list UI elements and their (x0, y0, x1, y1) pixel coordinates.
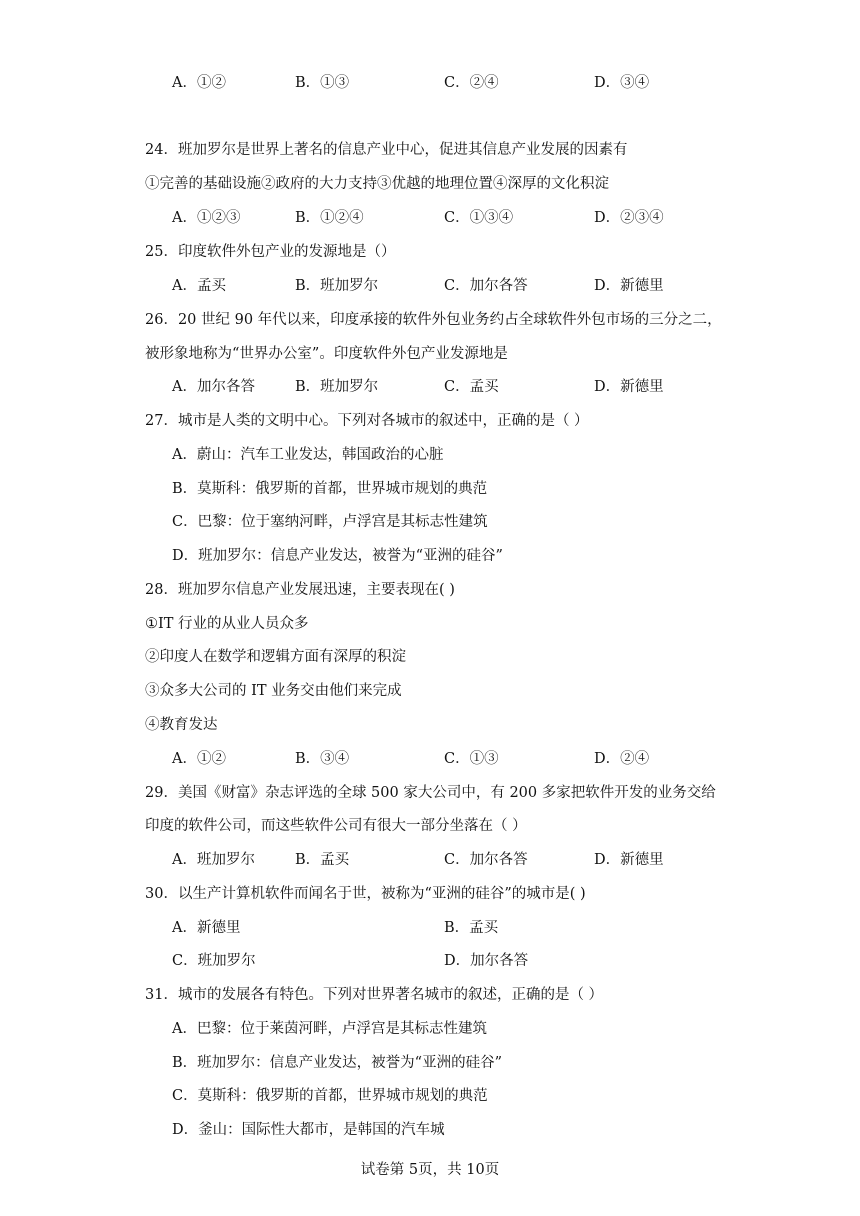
q24-option-b: B．①②④ (295, 210, 364, 226)
q24-option-c: C．①③④ (444, 210, 514, 226)
page-footer: 试卷第 5页，共 10页 (360, 1162, 500, 1178)
q30-option-d: D．加尔各答 (444, 953, 529, 969)
q25-option-a: A．孟买 (172, 278, 226, 294)
q28-option-c: C．①③ (444, 751, 499, 767)
q25-option-b: B．班加罗尔 (295, 278, 379, 294)
q26-stem-line2: 被形象地称为“世界办公室”。印度软件外包产业发源地是 (145, 346, 508, 362)
q30-option-b: B．孟买 (444, 920, 499, 936)
q29-stem: 29．美国《财富》杂志评选的全球 500 家大公司中，有 200 多家把软件开发的业务交给 (145, 785, 716, 801)
q28-option-b: B．③④ (295, 751, 350, 767)
q23-option-d: D．③④ (594, 75, 650, 91)
q30-option-a: A．新德里 (172, 920, 241, 936)
q25-option-d: D．新德里 (594, 278, 664, 294)
q30-stem: 30．以生产计算机软件而闻名于世，被称为“亚洲的硅谷”的城市是( ) (145, 886, 586, 902)
q25-stem: 25．印度软件外包产业的发源地是（） (145, 244, 396, 260)
q26-option-c: C．孟买 (444, 379, 499, 395)
q27-option-d: D．班加罗尔：信息产业发达，被誉为“亚洲的硅谷” (172, 548, 503, 564)
q29-option-c: C．加尔各答 (444, 852, 528, 868)
q31-option-a: A．巴黎：位于莱茵河畔，卢浮宫是其标志性建筑 (172, 1021, 487, 1037)
q27-option-b: B．莫斯科：俄罗斯的首都，世界城市规划的典范 (172, 481, 488, 497)
q23-option-b: B．①③ (295, 75, 350, 91)
q29-option-d: D．新德里 (594, 852, 664, 868)
q28-item-3: ③众多大公司的 IT 业务交由他们来完成 (145, 683, 402, 699)
q28-item-4: ④教育发达 (145, 717, 218, 733)
q26-option-b: B．班加罗尔 (295, 379, 379, 395)
q24-option-a: A．①②③ (172, 210, 241, 226)
q31-option-c: C．莫斯科：俄罗斯的首都，世界城市规划的典范 (172, 1088, 488, 1104)
q31-option-d: D．釜山：国际性大都市，是韩国的汽车城 (172, 1122, 445, 1138)
q23-option-c: C．②④ (444, 75, 499, 91)
q29-stem-line2: 印度的软件公司，而这些软件公司有很大一部分坐落在（ ） (145, 818, 527, 834)
q28-option-a: A．①② (172, 751, 226, 767)
q30-option-c: C．班加罗尔 (172, 953, 256, 969)
q27-option-a: A．蔚山：汽车工业发达，韩国政治的心脏 (172, 447, 444, 463)
q28-item-2: ②印度人在数学和逻辑方面有深厚的积淀 (145, 649, 406, 665)
q24-factors: ①完善的基础设施②政府的大力支持③优越的地理位置④深厚的文化积淀 (145, 176, 609, 192)
q24-stem: 24．班加罗尔是世界上著名的信息产业中心，促进其信息产业发展的因素有 (145, 142, 628, 158)
q25-option-c: C．加尔各答 (444, 278, 528, 294)
q26-stem: 26．20 世纪 90 年代以来，印度承接的软件外包业务约占全球软件外包市场的三分之二， (145, 312, 722, 328)
q29-option-b: B．孟买 (295, 852, 350, 868)
q28-option-d: D．②④ (594, 751, 650, 767)
q31-option-b: B．班加罗尔：信息产业发达，被誉为“亚洲的硅谷” (172, 1055, 502, 1071)
q26-option-a: A．加尔各答 (172, 379, 255, 395)
q31-stem: 31．城市的发展各有特色。下列对世界著名城市的叙述，正确的是（ ） (145, 987, 604, 1003)
q27-stem: 27．城市是人类的文明中心。下列对各城市的叙述中，正确的是（ ） (145, 413, 589, 429)
q27-option-c: C．巴黎：位于塞纳河畔，卢浮宫是其标志性建筑 (172, 514, 488, 530)
q29-option-a: A．班加罗尔 (172, 852, 255, 868)
q26-option-d: D．新德里 (594, 379, 664, 395)
q23-option-a: A．①② (172, 75, 226, 91)
q28-item-1: ①IT 行业的从业人员众多 (145, 616, 309, 632)
q24-option-d: D．②③④ (594, 210, 664, 226)
q28-stem: 28．班加罗尔信息产业发展迅速，主要表现在( ) (145, 582, 455, 598)
